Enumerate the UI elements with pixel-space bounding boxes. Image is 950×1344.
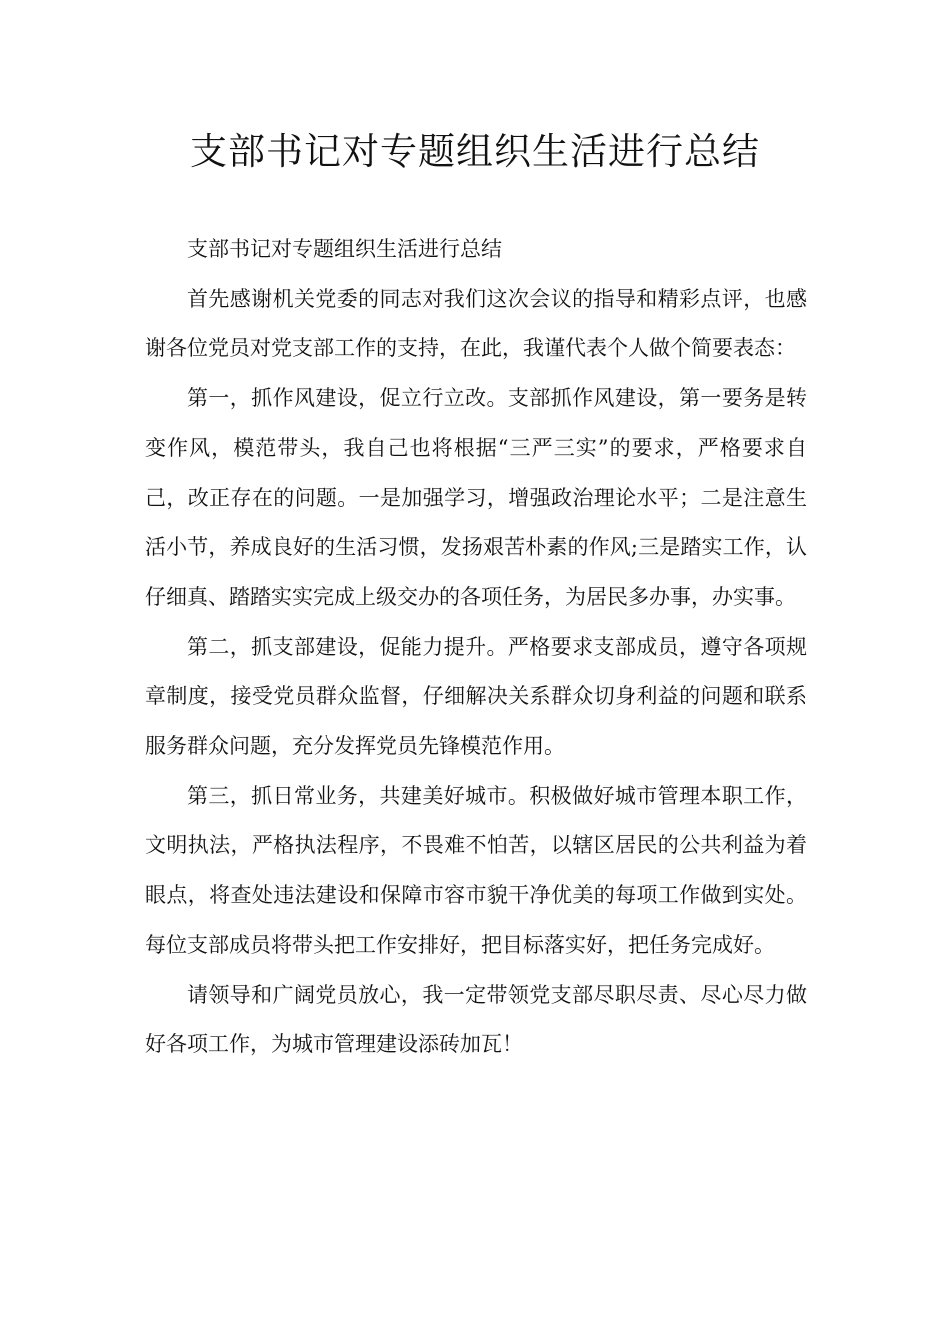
paragraph-second-point: 第二，抓支部建设，促能力提升。严格要求支部成员，遵守各项规章制度，接受党员群众监督，仔细解决关系群众切身利益的问题和联系服务群众问题，充分发挥党员先锋模范作用。	[145, 634, 807, 759]
paragraph-first-point: 第一，抓作风建设，促立行立改。支部抓作风建设，第一要务是转变作风，模范带头，我自己也将根据“三严三实”的要求，严格要求自己，改正存在的问题。一是加强学习，增强政治理论水平；二是注意生活小节，养成良好的生活习惯，发扬艰苦朴素的作风;三是踏实工作，认仔细真、踏踏实实完成上级交办的各项任务，为居民多办事，办实事。	[145, 386, 807, 609]
paragraph-subtitle: 支部书记对专题组织生活进行总结	[187, 237, 502, 261]
paragraph-closing: 请领导和广阔党员放心，我一定带领党支部尽职尽责、尽心尽力做好各项工作，为城市管理建设添砖加瓦！	[145, 982, 807, 1057]
document-body	[145, 225, 807, 1070]
paragraph-intro: 首先感谢机关党委的同志对我们这次会议的指导和精彩点评，也感谢各位党员对党支部工作的支持，在此，我谨代表个人做个简要表态：	[145, 286, 807, 361]
paragraph-third-point: 第三，抓日常业务，共建美好城市。积极做好城市管理本职工作，文明执法，严格执法程序，不畏难不怕苦，以辖区居民的公共利益为着眼点，将查处违法建设和保障市容市貌干净优美的每项工作做到实处。每位支部成员将带头把工作安排好，把目标落实好，把任务完成好。	[145, 783, 807, 957]
document-title: 支部书记对专题组织生活进行总结	[190, 130, 760, 173]
